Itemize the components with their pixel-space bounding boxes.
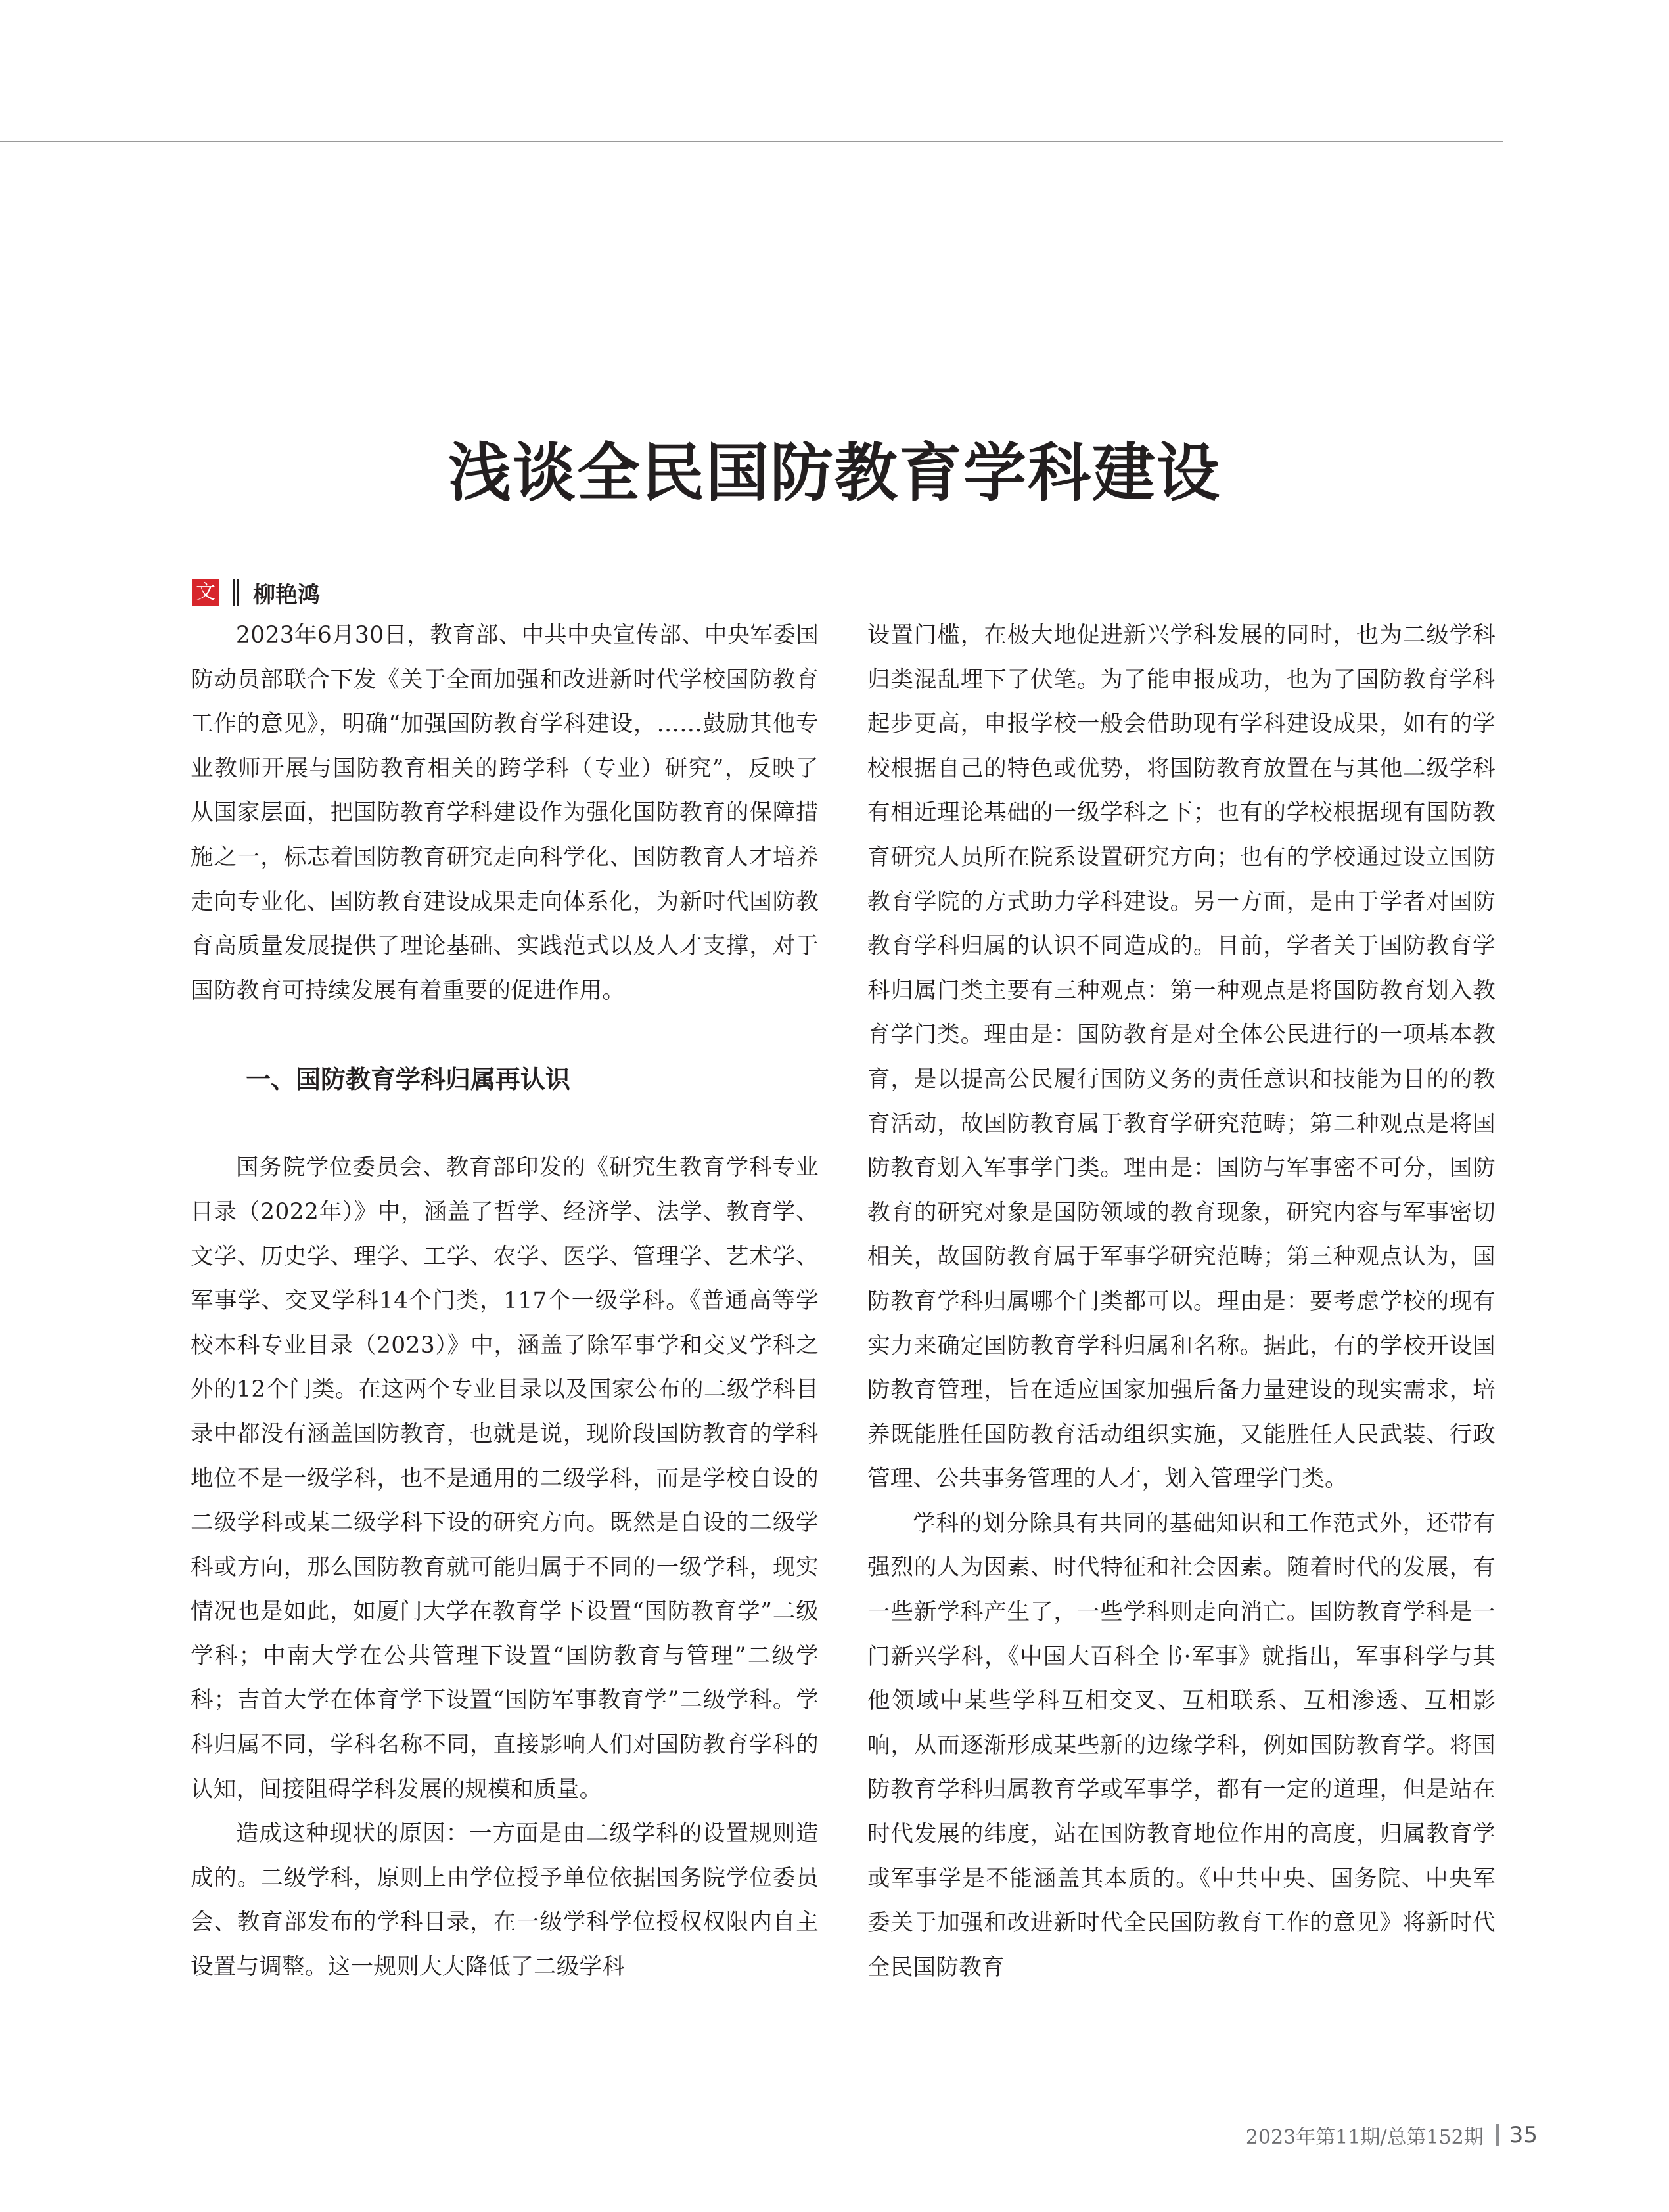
paragraph-intro: 2023年6月30日，教育部、中共中央宣传部、中央军委国防动员部联合下发《关于全面加强和改进新时代学校国防教育工作的意见》，明确“加强国防教育学科建设，……鼓励其他专业教师开展与国防教育相关的跨学科（专业）研究”，反映了从国家层面，把国防教育学科建设作为强化国防教育的保障措施之一，标志着国防教育研究走向科学化、国防教育人才培养走向专业化、国防教育建设成果走向体系化，为新时代国防教育高质量发展提供了理论基础、实践范式以及人才支撑，对于国防教育可持续发展有着重要的促进作用。	[191, 622, 819, 1004]
section-heading: 一、国防教育学科归属再认识	[246, 1065, 571, 1095]
byline-separator	[233, 579, 239, 606]
paragraph: 学科的划分除具有共同的基础知识和工作范式外，还带有强烈的人为因素、时代特征和社会因素。随着时代的发展，有一些新学科产生了，一些学科则走向消亡。国防教育学科是一门新兴学科，《中国大百科全书·军事》就指出，军事科学与其他领域中某些学科互相交叉、互相联系、互相渗透、互相影响，从而逐渐形成某些新的边缘学科，例如国防教育学。将国防教育学科归属教育学或军事学，都有一定的道理，但是站在时代发展的纬度，站在国防教育地位作用的高度，归属教育学或军事学是不能涵盖其本质的。《中共中央、国务院、中央军委关于加强和改进新时代全民国防教育工作的意见》将新时代全民国防教育	[867, 1510, 1496, 1981]
page-footer	[1246, 2121, 1538, 2150]
issue-info: 2023年第11期/总第152期	[1245, 2126, 1484, 2149]
byline-mark: 文	[192, 579, 219, 606]
author-name: 柳艳鸿	[253, 581, 320, 608]
page-number: 35	[1509, 2122, 1538, 2148]
header-rule	[0, 141, 1503, 142]
left-column	[191, 614, 819, 1990]
byline	[192, 578, 320, 607]
paragraph: 造成这种现状的原因：一方面是由二级学科的设置规则造成的。二级学科，原则上由学位授予单位依据国务院学位委员会、教育部发布的学科目录，在一级学科学位授权权限内自主设置与调整。这一规则大大降低了二级学科	[191, 1820, 819, 1981]
right-column	[867, 614, 1496, 1990]
paragraph: 国务院学位委员会、教育部印发的《研究生教育学科专业目录（2022年）》中，涵盖了哲学、经济学、法学、教育学、文学、历史学、理学、工学、农学、医学、管理学、艺术学、军事学、交叉学科14个门类，117个一级学科。《普通高等学校本科专业目录（2023）》中，涵盖了除军事学和交叉学科之外的12个门类。在这两个专业目录以及国家公布的二级学科目录中都没有涵盖国防教育，也就是说，现阶段国防教育的学科地位不是一级学科，也不是通用的二级学科，而是学校自设的二级学科或某二级学科下设的研究方向。既然是自设的二级学科或方向，那么国防教育就可能归属于不同的一级学科，现实情况也是如此，如厦门大学在教育学下设置“国防教育学”二级学科；中南大学在公共管理下设置“国防教育与管理”二级学科；吉首大学在体育学下设置“国防军事教育学”二级学科。学科归属不同，学科名称不同，直接影响人们对国防教育学科的认知，间接阻碍学科发展的规模和质量。	[191, 1154, 819, 1803]
paragraph-continued: 设置门槛，在极大地促进新兴学科发展的同时，也为二级学科归类混乱埋下了伏笔。为了能申报成功，也为了国防教育学科起步更高，申报学校一般会借助现有学科建设成果，如有的学校根据自己的特色或优势，将国防教育放置在与其他二级学科有相近理论基础的一级学科之下；也有的学校根据现有国防教育研究人员所在院系设置研究方向；也有的学校通过设立国防教育学院的方式助力学科建设。另一方面，是由于学者对国防教育学科归属的认识不同造成的。目前，学者关于国防教育学科归属门类主要有三种观点：第一种观点是将国防教育划入教育学门类。理由是：国防教育是对全体公民进行的一项基本教育，是以提高公民履行国防义务的责任意识和技能为目的的教育活动，故国防教育属于教育学研究范畴；第二种观点是将国防教育划入军事学门类。理由是：国防与军事密不可分，国防教育的研究对象是国防领域的教育现象，研究内容与军事密切相关，故国防教育属于军事学研究范畴；第三种观点认为，国防教育学科归属哪个门类都可以。理由是：要考虑学校的现有实力来确定国防教育学科归属和名称。据此，有的学校开设国防教育管理，旨在适应国家加强后备力量建设的现实需求，培养既能胜任国防教育活动组织实施，又能胜任人民武装、行政管理、公共事务管理的人才，划入管理学门类。	[867, 622, 1496, 1493]
article-title: 浅谈全民国防教育学科建设	[448, 436, 1221, 510]
footer-divider	[1496, 2124, 1499, 2146]
